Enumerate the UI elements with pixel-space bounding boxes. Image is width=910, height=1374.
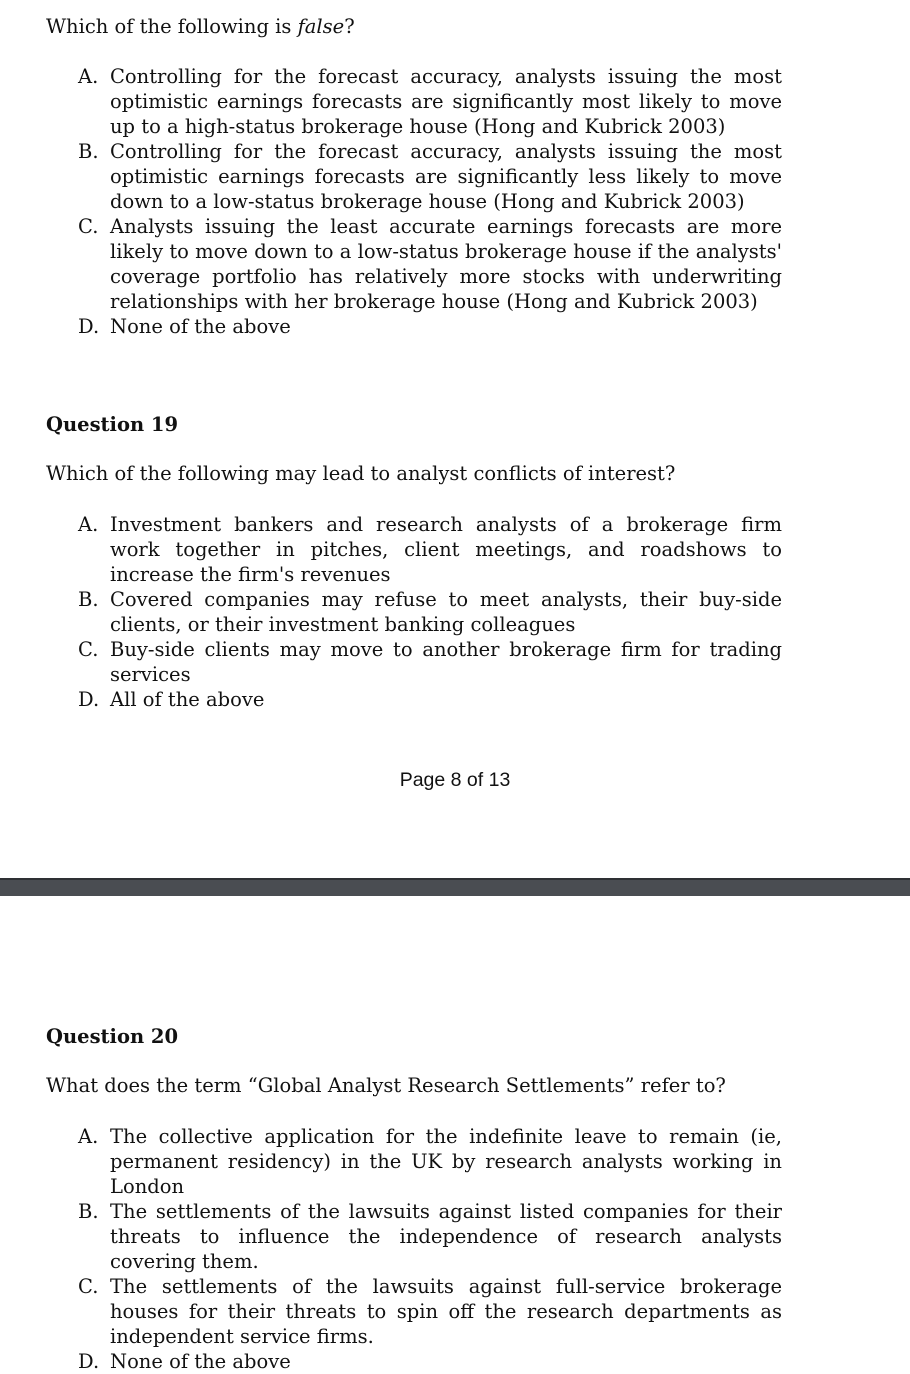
option-text: Analysts issuing the least accurate earnings forecasts are more likely to move down to a low-status brokerage house if the analysts' coverage portfolio has relatively more stocks with underwriting relationships with her brokerage house (Hong and Kubrick 2003) [110, 215, 782, 313]
question-20-heading: Question 20 [46, 1025, 179, 1048]
option-text: Controlling for the forecast accuracy, analysts issuing the most optimistic earnings forecasts are significantly most likely to move up to a high-status brokerage house (Hong and Kubrick 2003) [110, 65, 782, 138]
option-c [78, 637, 782, 687]
option-letter: D. [78, 1350, 100, 1373]
option-text: None of the above [110, 1350, 291, 1373]
option-letter: B. [78, 140, 99, 163]
option-d [78, 314, 782, 339]
prompt-text: ? [344, 15, 355, 38]
question-19-options [78, 512, 782, 712]
option-text: Covered companies may refuse to meet analysts, their buy-side clients, or their investment banking colleagues [110, 588, 782, 636]
option-d [78, 1349, 782, 1374]
question-19-prompt: Which of the following may lead to analyst conflicts of interest? [46, 462, 676, 485]
option-letter: D. [78, 688, 100, 711]
option-a [78, 512, 782, 587]
option-text: Investment bankers and research analysts of a brokerage firm work together in pitches, client meetings, and roadshows to increase the firm's revenues [110, 513, 782, 586]
option-c [78, 214, 782, 314]
question-19-heading: Question 19 [46, 413, 179, 436]
option-text: The settlements of the lawsuits against listed companies for their threats to influence the independence of research analysts covering them. [110, 1200, 782, 1273]
prompt-text: Which of the following is [46, 15, 298, 38]
prev-question-prompt [46, 14, 355, 39]
option-b [78, 1199, 782, 1274]
option-letter: C. [78, 215, 99, 238]
option-letter: B. [78, 588, 99, 611]
option-text: None of the above [110, 315, 291, 338]
option-text: Buy-side clients may move to another brokerage firm for trading services [110, 638, 782, 686]
option-b [78, 139, 782, 214]
option-text: The collective application for the indefinite leave to remain (ie, permanent residency) in the UK by research analysts working in London [110, 1125, 782, 1198]
question-20-prompt: What does the term “Global Analyst Research Settlements” refer to? [46, 1074, 726, 1097]
option-letter: C. [78, 1275, 99, 1298]
option-letter: A. [78, 65, 99, 88]
prompt-emphasis: false [297, 15, 345, 38]
document-page-9 [0, 896, 910, 1374]
option-letter: B. [78, 1200, 99, 1223]
question-20-options [78, 1124, 782, 1374]
option-d [78, 687, 782, 712]
option-a [78, 1124, 782, 1199]
option-c [78, 1274, 782, 1349]
option-text: Controlling for the forecast accuracy, analysts issuing the most optimistic earnings forecasts are significantly less likely to move down to a low-status brokerage house (Hong and Kubrick 2003) [110, 140, 782, 213]
page-divider [0, 878, 910, 896]
option-b [78, 587, 782, 637]
option-text: All of the above [110, 688, 265, 711]
option-letter: C. [78, 638, 99, 661]
prev-question-options [78, 64, 782, 339]
option-letter: A. [78, 513, 99, 536]
option-letter: A. [78, 1125, 99, 1148]
option-text: The settlements of the lawsuits against full-service brokerage houses for their threats to spin off the research departments as independent service firms. [110, 1275, 782, 1348]
option-letter: D. [78, 315, 100, 338]
option-a [78, 64, 782, 139]
page-number: Page 8 of 13 [399, 769, 511, 791]
